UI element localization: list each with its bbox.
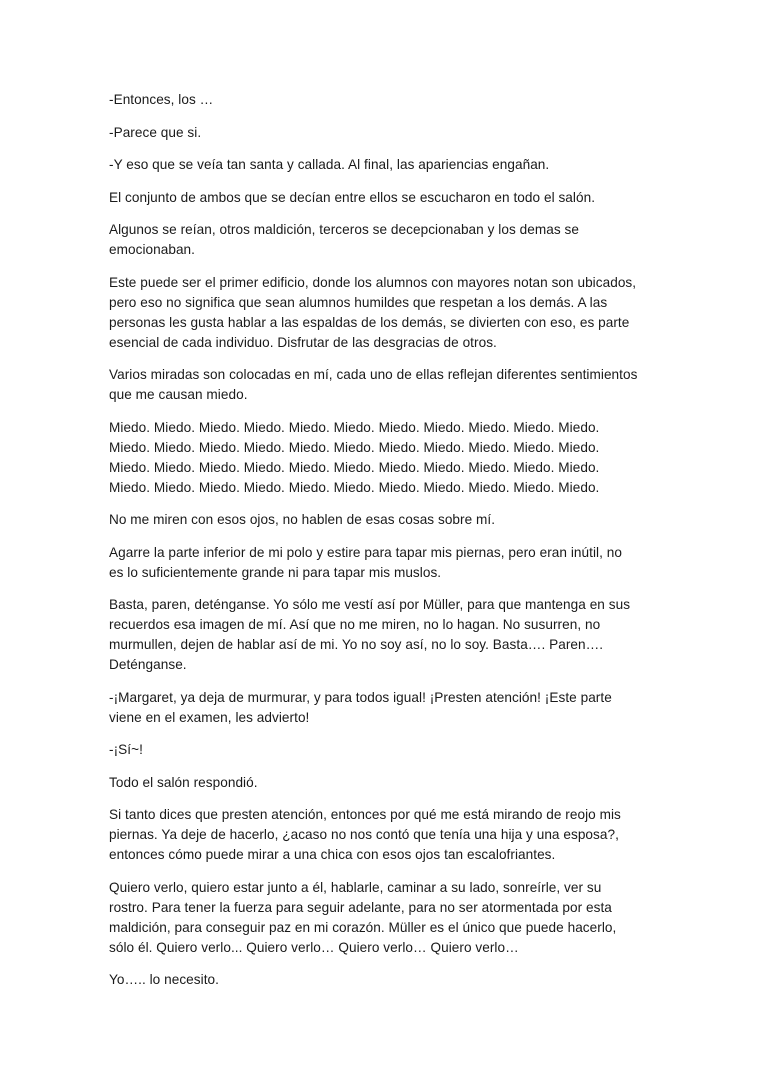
paragraph-1: -Entonces, los … xyxy=(109,92,214,107)
paragraph-3: -Y eso que se veía tan santa y callada. Al final, las apariencias engañan. xyxy=(109,157,550,172)
paragraph-4: El conjunto de ambos que se decían entre ellos se escucharon en todo el salón. xyxy=(109,189,596,205)
document-body xyxy=(109,90,657,1003)
paragraph-5: Algunos se reían, otros maldición, terceros se decepcionaban y los demas se emocionaban. xyxy=(109,222,579,257)
paragraph-14: Todo el salón respondió. xyxy=(109,774,258,790)
paragraph-15: Si tanto dices que presten atención, entonces por qué me está mirando de reojo mis piernas. Ya deje de hacerlo, ¿acaso no nos contó que tenía una hija y una esposa?, entonces cómo puede mirar a una chica con esos ojos tan escalofriantes. xyxy=(109,807,621,862)
paragraph-6: Este puede ser el primer edificio, donde los alumnos con mayores notan son ubicados, pero eso no significa que sean alumnos humildes que respetan a los demás. A las personas les gusta hablar a las espaldas de los demás, se divierten con eso, es parte esencial de cada individuo. Disfrutar de las desgracias de otros. xyxy=(109,274,637,350)
paragraph-10: Agarre la parte inferior de mi polo y estire para tapar mis piernas, pero eran inútil, no es lo suficientemente grande ni para tapar mis muslos. xyxy=(109,544,622,580)
paragraph-8: Miedo. Miedo. Miedo. Miedo. Miedo. Miedo. Miedo. Miedo. Miedo. Miedo. Miedo. Miedo. Miedo. Miedo. Miedo. Miedo. Miedo. Miedo. Miedo. Miedo. Miedo. Miedo. Miedo. Miedo. Miedo. Miedo. Miedo. Miedo. Miedo. Miedo. Miedo. Miedo. Miedo. Miedo. Miedo. Miedo. Miedo. Miedo. Miedo. Miedo. Miedo. Miedo. Miedo. Miedo. xyxy=(109,419,600,495)
paragraph-9: No me miren con esos ojos, no hablen de esas cosas sobre mí. xyxy=(109,512,496,527)
paragraph-7: Varios miradas son colocadas en mí, cada uno de ellas reflejan diferentes sentimientos que me causan miedo. xyxy=(109,367,638,402)
paragraph-11: Basta, paren, deténganse. Yo sólo me vestí así por Müller, para que mantenga en sus recuerdos esa imagen de mí. Así que no me miren, no lo hagan. No susurren, no murmullen, dejen de hablar así de mi. Yo no soy así, no lo soy. Basta…. Paren…. Deténganse. xyxy=(109,597,631,672)
paragraph-2: -Parece que si. xyxy=(109,124,202,140)
paragraph-13: -¡Sí~! xyxy=(109,742,143,757)
paragraph-12: -¡Margaret, ya deja de murmurar, y para todos igual! ¡Presten atención! ¡Este parte viene en el examen, les advierto! xyxy=(109,689,612,725)
paragraph-17: Yo….. lo necesito. xyxy=(109,972,219,987)
paragraph-16: Quiero verlo, quiero estar junto a él, hablarle, caminar a su lado, sonreírle, ver su rostro. Para tener la fuerza para seguir adelante, para no ser atormentada por esta maldición, para conseguir paz en mi corazón. Müller es el único que puede hacerlo, sólo él. Quiero verlo... Quiero verlo… Quiero verlo… Quiero verlo… xyxy=(109,879,617,955)
